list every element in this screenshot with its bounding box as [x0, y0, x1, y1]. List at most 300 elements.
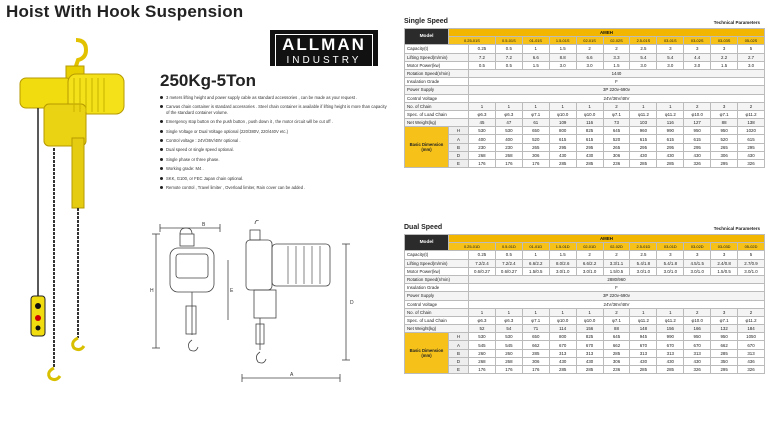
param-value: 5.4 [657, 53, 684, 61]
param-label: Spec. of Load Chain [405, 110, 469, 118]
param-value: 5.4/1.8 [630, 259, 657, 267]
param-value: 3.0 [630, 61, 657, 69]
dimension-letter: B [449, 349, 469, 357]
dimension-value: 306 [522, 357, 549, 365]
dimension-letter-h: H [150, 288, 154, 294]
series-header: AMEH [449, 235, 765, 243]
param-value: 0.5 [495, 45, 522, 53]
param-value: 3 [711, 45, 738, 53]
param-label: Control Voltage [405, 94, 469, 102]
dimension-value: 306 [522, 151, 549, 159]
param-label: Spec. of Load Chain [405, 316, 469, 324]
param-value: φ7.1 [522, 110, 549, 118]
param-value: 166 [684, 325, 711, 333]
dimension-value: 430 [630, 357, 657, 365]
single-speed-title: Single Speed [404, 18, 448, 25]
model-code: 02-02S [603, 37, 630, 45]
param-value: 2.7/0.9 [738, 259, 765, 267]
param-value: 3.0/1.0 [549, 267, 576, 275]
param-value: 2.4/0.8 [711, 259, 738, 267]
param-label: Capacity(t) [405, 45, 469, 53]
feature-item: Working grade: M4 . [160, 166, 390, 171]
param-label: Motor Power(kw) [405, 267, 469, 275]
param-value: 1 [522, 102, 549, 110]
param-label: Power Supply [405, 86, 469, 94]
param-value: 8.0/2.6 [549, 259, 576, 267]
dimension-value: 326 [738, 160, 765, 168]
basic-dimension-label: Basic Dimension (mm) [405, 127, 449, 168]
param-label: Power Supply [405, 292, 469, 300]
model-code: 03-03D [711, 243, 738, 251]
param-value: 3.3/1.1 [603, 259, 630, 267]
param-value: 6.6/2.2 [522, 259, 549, 267]
param-value: φ7.1 [522, 316, 549, 324]
model-code: 0.25-01D [449, 243, 496, 251]
dimension-value: 430 [657, 151, 684, 159]
dimension-value: 285 [603, 349, 630, 357]
param-value: 3.3 [603, 53, 630, 61]
param-value: 7.2/2.4 [495, 259, 522, 267]
model-code: 0.5-01D [495, 243, 522, 251]
dimension-value: 285 [549, 366, 576, 374]
param-value: 24V/36V/48V [469, 94, 765, 102]
feature-item: 3 meters lifting height and power supply cable as standard accessories , can be made as your request . [160, 95, 390, 100]
param-value: 45 [469, 119, 496, 127]
param-value: 1 [657, 308, 684, 316]
dimension-value: 285 [549, 160, 576, 168]
dimension-value: 430 [576, 357, 603, 365]
param-value: 1.5 [522, 61, 549, 69]
param-value: 116 [657, 119, 684, 127]
dimension-value: 430 [549, 151, 576, 159]
dimension-value: 326 [684, 366, 711, 374]
param-value: φ7.1 [711, 110, 738, 118]
model-code: 03-01D [657, 243, 684, 251]
param-value: φ7.1 [603, 110, 630, 118]
model-code: 01-01D [522, 243, 549, 251]
param-value: 1 [630, 308, 657, 316]
dimension-value: 285 [711, 349, 738, 357]
param-value: 3P 220v-690v [469, 292, 765, 300]
dimension-letter: A [449, 341, 469, 349]
param-value: 127 [684, 119, 711, 127]
model-code: 1.5-01S [549, 37, 576, 45]
basic-dimension-label: Basic Dimension (mm) [405, 333, 449, 374]
dimension-value: 268 [495, 357, 522, 365]
param-value: φ11.2 [738, 110, 765, 118]
param-value: 52 [469, 325, 496, 333]
dimension-value: 295 [711, 366, 738, 374]
param-value: 6.6 [522, 53, 549, 61]
dimension-value: 990 [657, 127, 684, 135]
dimension-value: 295 [630, 143, 657, 151]
dimension-value: 236 [603, 366, 630, 374]
dimension-letter: H [449, 333, 469, 341]
single-speed-table [404, 28, 765, 168]
param-value: F [469, 78, 765, 86]
param-value: 5.4 [630, 53, 657, 61]
param-value: 0.5 [495, 61, 522, 69]
param-value: 1 [495, 308, 522, 316]
dimension-value: 230 [495, 143, 522, 151]
feature-item: Remote control , Travel limiter , Overload limiter, Rain cover can be added . [160, 185, 390, 190]
model-code: 03-03S [711, 37, 738, 45]
param-value: 3.0 [684, 61, 711, 69]
param-value: 1.5/0.5 [603, 267, 630, 275]
dimension-value: 313 [738, 349, 765, 357]
dimension-value: 313 [576, 349, 603, 357]
param-value: 2 [603, 45, 630, 53]
param-value: 3 [684, 251, 711, 259]
param-label: Capacity(t) [405, 251, 469, 259]
param-value: 2 [738, 102, 765, 110]
param-value: 2 [576, 251, 603, 259]
dimension-value: 285 [657, 366, 684, 374]
brand-logo-line1: ALLMAN [275, 34, 373, 55]
param-value: 2 [738, 308, 765, 316]
dimension-letter-e: E [230, 288, 234, 294]
feature-item: Emergency stop button on the push button , push down it , the motor circuit will be cut off . [160, 119, 390, 124]
param-value: 3.0/1.0 [657, 267, 684, 275]
dimension-value: 430 [684, 151, 711, 159]
dimension-value: 260 [495, 349, 522, 357]
model-code: 03-02S [684, 37, 711, 45]
param-value: 0.6/0.27 [469, 267, 496, 275]
param-value: 5 [738, 45, 765, 53]
dimension-value: 265 [603, 143, 630, 151]
param-value: φ11.2 [657, 316, 684, 324]
series-header: AMEH [449, 29, 765, 37]
param-value: 5.4/1.8 [657, 259, 684, 267]
param-label: Motor Power(kw) [405, 61, 469, 69]
param-value: 1 [576, 308, 603, 316]
param-label: Control Voltage [405, 300, 469, 308]
dimension-value: 1020 [738, 127, 765, 135]
hoist-product-image [14, 38, 134, 383]
param-value: 3.0 [738, 61, 765, 69]
param-value: 73 [603, 119, 630, 127]
param-value: 116 [576, 119, 603, 127]
param-value: φ11.2 [738, 316, 765, 324]
param-value: 3 [657, 45, 684, 53]
dimension-value: 430 [549, 357, 576, 365]
dimension-value: 430 [630, 151, 657, 159]
dimension-value: 670 [738, 341, 765, 349]
param-value: 148 [630, 325, 657, 333]
dimension-value: 545 [469, 341, 496, 349]
param-value: 7.2 [495, 53, 522, 61]
single-speed-section [404, 18, 764, 168]
dimension-value: 615 [630, 135, 657, 143]
param-value: 3 [711, 102, 738, 110]
feature-item: Canvas chain container is standard accessories . Steel chain container is available if lifting height is more than capacity of the standard container volume. [160, 104, 390, 115]
param-value: 2 [603, 102, 630, 110]
dimension-value: 268 [469, 151, 496, 159]
param-value: 3 [657, 251, 684, 259]
dimension-letter: B [449, 143, 469, 151]
param-value: 1.5/0.5 [522, 267, 549, 275]
param-value: 6.6 [576, 53, 603, 61]
dimension-value: 825 [576, 127, 603, 135]
dimension-value: 326 [684, 160, 711, 168]
brand-logo [270, 30, 378, 66]
param-value: 132 [711, 325, 738, 333]
param-value: φ10.0 [684, 316, 711, 324]
dimension-value: 825 [576, 333, 603, 341]
dimension-value: 650 [522, 127, 549, 135]
param-value: 1 [522, 45, 549, 53]
model-header: Model [405, 29, 449, 45]
param-value: φ6.3 [469, 316, 496, 324]
model-code: 03-02D [684, 243, 711, 251]
param-value: F [469, 284, 765, 292]
dimension-value: 230 [469, 143, 496, 151]
param-value: 54 [495, 325, 522, 333]
param-value: 2.5 [630, 251, 657, 259]
param-value: 0.25 [469, 251, 496, 259]
dimension-value: 313 [657, 349, 684, 357]
page-title: Hoist With Hook Suspension [6, 2, 244, 21]
dimension-value: 670 [576, 341, 603, 349]
param-value: φ10.0 [549, 110, 576, 118]
dimension-letter: E [449, 160, 469, 168]
dimension-value: 306 [603, 357, 630, 365]
param-value: φ6.3 [469, 110, 496, 118]
param-value: 4.5/1.5 [684, 259, 711, 267]
param-label: No. of Chain [405, 102, 469, 110]
dimension-value: 670 [657, 341, 684, 349]
dimension-value: 615 [738, 135, 765, 143]
dimension-value: 350 [711, 357, 738, 365]
param-value: 1440 [469, 69, 765, 77]
dimension-value: 265 [522, 143, 549, 151]
dimension-value: 430 [684, 357, 711, 365]
param-value: 2 [684, 102, 711, 110]
param-value: 114 [549, 325, 576, 333]
param-value: 3.0 [549, 61, 576, 69]
dual-speed-title: Dual Speed [404, 224, 443, 231]
dimension-value: 530 [495, 127, 522, 135]
param-label: Net Weight(kg) [405, 119, 469, 127]
model-range-heading: 250Kg-5Ton [160, 71, 257, 90]
dimension-value: 268 [495, 151, 522, 159]
dimension-value: 670 [549, 341, 576, 349]
param-value: φ11.2 [630, 110, 657, 118]
param-label: Net Weight(kg) [405, 325, 469, 333]
dimension-value: 313 [549, 349, 576, 357]
dimension-value: 400 [495, 135, 522, 143]
dimension-value: 295 [576, 143, 603, 151]
param-value: 47 [495, 119, 522, 127]
dimension-value: 950 [684, 127, 711, 135]
param-value: 2.2 [711, 53, 738, 61]
model-code: 05-02S [738, 37, 765, 45]
dimension-letter-b: B [202, 222, 206, 228]
dimension-value: 295 [549, 143, 576, 151]
param-value: 71 [522, 325, 549, 333]
dimension-value: 306 [603, 151, 630, 159]
dimension-value: 530 [469, 333, 496, 341]
dimension-value: 800 [549, 127, 576, 135]
model-code: 03-01S [657, 37, 684, 45]
brand-logo-line2: INDUSTRY [275, 55, 373, 67]
param-value: φ7.1 [603, 316, 630, 324]
dimension-value: 436 [738, 357, 765, 365]
model-code: 0.25-01S [449, 37, 496, 45]
model-code: 2.5-01D [630, 243, 657, 251]
param-value: 184 [738, 325, 765, 333]
model-code: 01-01S [522, 37, 549, 45]
param-value: 0.6/0.27 [495, 267, 522, 275]
feature-item: SKK, G100, or FEC Japan chain optional. [160, 176, 390, 181]
param-label: Rotation Speed(r/min) [405, 69, 469, 77]
param-value: φ11.2 [630, 316, 657, 324]
dimension-letter: H [449, 127, 469, 135]
param-value: 3P 220v-690v [469, 86, 765, 94]
feature-item: Control voltage : 24V/36V/48V optional . [160, 138, 390, 143]
param-value: 5 [738, 251, 765, 259]
dimension-value: 520 [603, 135, 630, 143]
dimension-value: 662 [711, 341, 738, 349]
param-value: 1 [469, 102, 496, 110]
param-value: φ10.0 [549, 316, 576, 324]
param-value: 8.8 [549, 53, 576, 61]
dimension-value: 236 [603, 160, 630, 168]
dimension-value: 615 [657, 135, 684, 143]
dimension-value: 615 [576, 135, 603, 143]
param-value: 2.7 [738, 53, 765, 61]
param-value: 0.5 [469, 61, 496, 69]
dimension-value: 662 [603, 341, 630, 349]
param-value: 1 [630, 102, 657, 110]
param-value: 1 [522, 251, 549, 259]
dimension-value: 615 [684, 135, 711, 143]
dimension-value: 306 [711, 151, 738, 159]
param-value: 3.0/1.0 [684, 267, 711, 275]
param-label: Insulation Grade [405, 78, 469, 86]
dimension-letter-d: D [350, 300, 354, 306]
dimension-value: 430 [576, 151, 603, 159]
dimension-value: 295 [738, 143, 765, 151]
param-value: 24V/36V/48V [469, 300, 765, 308]
dimension-value: 645 [603, 127, 630, 135]
param-value: 3.0/1.0 [630, 267, 657, 275]
feature-list [160, 95, 390, 194]
model-code: 02-01S [576, 37, 603, 45]
dimension-value: 950 [711, 127, 738, 135]
param-value: 2880/960 [469, 275, 765, 283]
dimension-value: 670 [630, 341, 657, 349]
dimension-value: 960 [630, 127, 657, 135]
dimension-value: 313 [630, 349, 657, 357]
param-value: φ10.0 [576, 316, 603, 324]
param-value: 2 [684, 308, 711, 316]
dimension-value: 268 [469, 357, 496, 365]
model-code: 05-02D [738, 243, 765, 251]
param-value: 1.5 [549, 45, 576, 53]
param-value: 3.0 [657, 61, 684, 69]
dimension-value: 530 [469, 127, 496, 135]
param-value: 4.4 [684, 53, 711, 61]
param-value: 3 [711, 251, 738, 259]
technical-drawing [150, 220, 390, 390]
param-value: 1 [576, 102, 603, 110]
dimension-value: 285 [576, 366, 603, 374]
technical-parameters-label: Technical Parameters [713, 226, 760, 231]
dimension-value: 285 [576, 160, 603, 168]
dimension-value: 520 [711, 135, 738, 143]
dimension-value: 285 [657, 160, 684, 168]
param-value: 1 [495, 102, 522, 110]
dimension-letter-a: A [290, 372, 294, 378]
dimension-value: 313 [684, 349, 711, 357]
dimension-value: 285 [522, 349, 549, 357]
dimension-value: 530 [495, 333, 522, 341]
param-label: Lifting Speed(m/min) [405, 259, 469, 267]
param-value: 88 [603, 325, 630, 333]
dimension-value: 545 [495, 341, 522, 349]
dimension-value: 176 [469, 160, 496, 168]
param-value: φ10.0 [684, 110, 711, 118]
param-value: 7.2 [469, 53, 496, 61]
dimension-value: 295 [657, 143, 684, 151]
param-value: 88 [711, 119, 738, 127]
param-value: 3.0/1.0 [738, 267, 765, 275]
dimension-value: 670 [684, 341, 711, 349]
dimension-value: 176 [495, 366, 522, 374]
dimension-value: 295 [711, 160, 738, 168]
dimension-value: 400 [469, 135, 496, 143]
dimension-value: 295 [684, 143, 711, 151]
dimension-value: 645 [603, 333, 630, 341]
param-value: 6.6/2.2 [576, 259, 603, 267]
feature-item: Single Voltage or Dual Voltage optional (220/380V, 220/440V etc.) [160, 129, 390, 134]
param-value: 0.25 [469, 45, 496, 53]
dimension-value: 1050 [738, 333, 765, 341]
param-label: Insulation Grade [405, 284, 469, 292]
model-code: 02-01D [576, 243, 603, 251]
param-value: 1.5 [549, 251, 576, 259]
dimension-letter: E [449, 366, 469, 374]
dimension-value: 326 [738, 366, 765, 374]
param-value: 1 [657, 102, 684, 110]
model-code: 1.5-01D [549, 243, 576, 251]
dimension-letter: D [449, 357, 469, 365]
param-value: 1 [549, 308, 576, 316]
dimension-value: 662 [522, 341, 549, 349]
param-value: 156 [657, 325, 684, 333]
param-value: 2 [603, 308, 630, 316]
param-value: 103 [630, 119, 657, 127]
param-value: 61 [522, 119, 549, 127]
model-code: 02-02D [603, 243, 630, 251]
param-value: 1.5 [711, 61, 738, 69]
dual-speed-table [404, 234, 765, 374]
param-value: 0.5 [495, 251, 522, 259]
param-value: 2 [603, 251, 630, 259]
dimension-value: 176 [469, 366, 496, 374]
dimension-value: 950 [711, 333, 738, 341]
param-value: 1 [469, 308, 496, 316]
param-value: φ7.1 [711, 316, 738, 324]
model-code: 2.5-01S [630, 37, 657, 45]
param-value: 7.2/2.4 [469, 259, 496, 267]
dual-speed-section [404, 224, 764, 374]
dimension-letter: A [449, 135, 469, 143]
dimension-value: 176 [495, 160, 522, 168]
param-label: Lifting Speed(m/min) [405, 53, 469, 61]
param-value: 1.5/0.5 [711, 267, 738, 275]
